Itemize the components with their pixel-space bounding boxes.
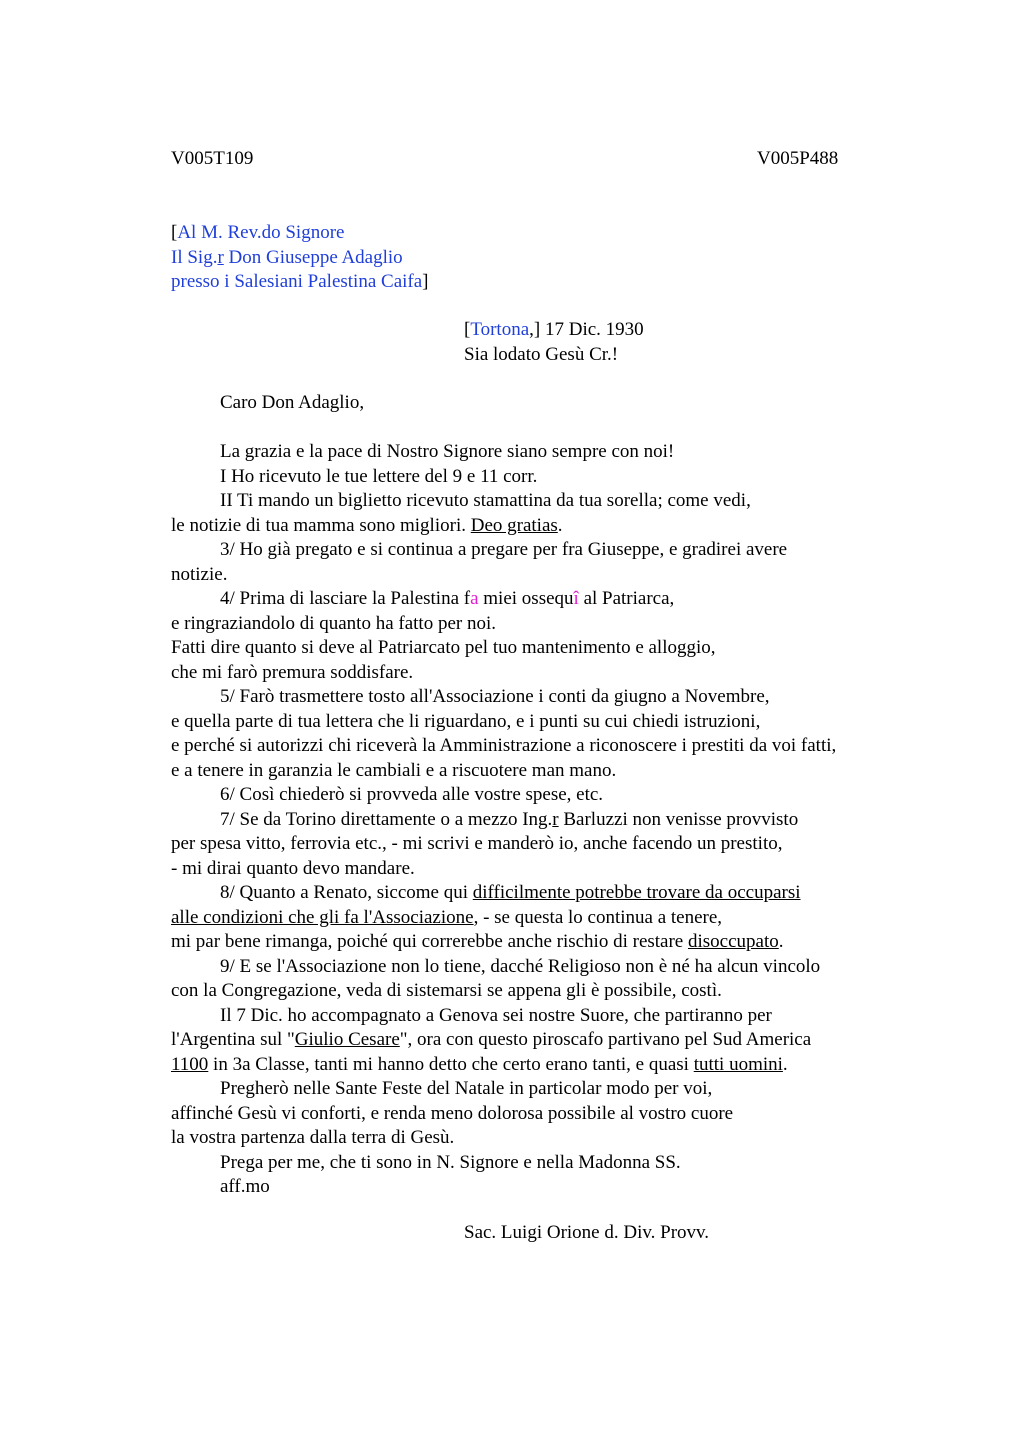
text-span: 7/ Se da Torino direttamente o a mezzo Ing.	[220, 808, 553, 830]
address-open-bracket: [	[171, 222, 178, 243]
body-line	[171, 1053, 931, 1078]
body-line	[171, 906, 931, 931]
body-line: e ringraziandolo di quanto ha fatto per noi.	[171, 612, 497, 634]
body-line: I Ho ricevuto le tue lettere del 9 e 11 corr.	[220, 465, 538, 487]
body-line: Il 7 Dic. ho accompagnato a Genova sei nostre Suore, che partiranno per	[220, 1004, 772, 1026]
body-line: e quella parte di tua lettera che li riguardano, e i punti su cui chiedi istruzioni,	[171, 710, 761, 732]
body-line: 3/ Ho già pregato e si continua a pregare per fra Giuseppe, e gradirei avere	[220, 539, 788, 560]
underlined-text: alle condizioni che gli fa l'Associazione	[171, 906, 474, 928]
underlined-text: Giulio Cesare	[294, 1029, 400, 1050]
salutation: Caro Don Adaglio,	[220, 392, 365, 413]
text-span: ", ora con questo piroscafo partivano pel Sud America	[399, 1029, 812, 1050]
text-span: .	[778, 931, 784, 952]
invocation: Sia lodato Gesù Cr.!	[464, 343, 619, 365]
text-span: in 3a Classe, tanti mi hanno detto che certo erano tanti, e quasi	[208, 1053, 694, 1075]
body-line: II Ti mando un biglietto ricevuto stamattina da tua sorella; come vedi,	[220, 490, 751, 511]
body-line	[171, 1028, 931, 1053]
date-place: Tortona	[470, 319, 530, 340]
body-line: che mi farò premura soddisfare.	[171, 661, 414, 683]
date-rest: ,] 17 Dic. 1930	[529, 319, 644, 340]
body-line: la vostra partenza dalla terra di Gesù.	[171, 1127, 455, 1148]
text-span: le notizie di tua mamma sono migliori.	[171, 514, 471, 536]
address-line-3-text: presso i Salesiani Palestina Caifa	[171, 271, 423, 292]
underlined-text: 1100	[171, 1053, 209, 1075]
underlined-text: tutti uomini	[693, 1053, 783, 1075]
date-line	[464, 318, 644, 343]
address-line-2	[171, 246, 429, 271]
address-close-bracket: ]	[422, 271, 429, 292]
text-span: miei ossequ	[478, 588, 574, 609]
body-line: 9/ E se l'Associazione non lo tiene, dacché Religioso non è né ha alcun vincolo	[220, 955, 821, 977]
editorial-mark: a	[470, 588, 479, 609]
body-line: con la Congregazione, veda di sistemarsi se appena gli è possibile, costì.	[171, 980, 722, 1001]
body-line	[171, 514, 931, 539]
address-line-2-c: Don Giuseppe Adaglio	[223, 246, 403, 268]
body-line: 6/ Così chiederò si provveda alle vostre spese, etc.	[220, 784, 604, 805]
text-span: 4/ Prima di lasciare la Palestina f	[220, 588, 471, 609]
closing-aff: aff.mo	[220, 1176, 270, 1197]
body-line: Fatti dire quanto si deve al Patriarcato pel tuo mantenimento e alloggio,	[171, 637, 716, 658]
date-open-bracket: [	[464, 319, 471, 340]
signature: Sac. Luigi Orione d. Div. Provv.	[464, 1222, 710, 1243]
document-ref-right: V005P488	[757, 148, 839, 169]
body-line: notizie.	[171, 563, 228, 585]
underlined-text: disoccupato	[688, 931, 779, 952]
text-span: , - se questa lo continua a tenere,	[473, 906, 723, 928]
underlined-text: difficilmente potrebbe trovare da occuparsi	[472, 882, 801, 903]
address-line-3	[171, 270, 429, 295]
address-line-2-a: Il Sig.	[171, 246, 218, 268]
text-span: mi par bene rimanga, poiché qui correrebbe anche rischio di restare	[171, 931, 688, 952]
body-line: per spesa vitto, ferrovia etc., - mi scrivi e manderò io, anche facendo un prestito,	[171, 833, 783, 854]
body-line: La grazia e la pace di Nostro Signore siano sempre con noi!	[220, 441, 675, 462]
dateline	[464, 318, 644, 367]
body-line: e perché si autorizzi chi riceverà la Amministrazione a riconoscere i prestiti da voi fatti,	[171, 735, 837, 756]
body-line	[171, 587, 931, 612]
text-span: .	[782, 1053, 788, 1075]
text-span: Barluzzi non venisse provvisto	[558, 808, 799, 830]
body-line	[171, 808, 931, 833]
underlined-text: r	[552, 808, 559, 830]
letter-body	[171, 440, 931, 1200]
address-line-1-text: Al M. Rev.do Signore	[177, 222, 345, 243]
document-ref-left: V005T109	[171, 148, 254, 169]
underlined-text: Deo gratias	[470, 514, 558, 536]
body-line: Pregherò nelle Sante Feste del Natale in particolar modo per voi,	[220, 1078, 713, 1099]
text-span: l'Argentina sul "	[171, 1029, 295, 1050]
body-line: Prega per me, che ti sono in N. Signore e nella Madonna SS.	[220, 1151, 681, 1173]
text-span: 8/ Quanto a Renato, siccome qui	[220, 882, 473, 903]
body-line: affinché Gesù vi conforti, e renda meno dolorosa possibile al vostro cuore	[171, 1102, 734, 1124]
body-line	[171, 930, 931, 955]
body-line: 5/ Farò trasmettere tosto all'Associazione i conti da giugno a Novembre,	[220, 686, 770, 707]
text-span: .	[557, 514, 563, 536]
address-line-1	[171, 221, 429, 246]
text-span: al Patriarca,	[578, 588, 675, 609]
body-line: - mi dirai quanto devo mandare.	[171, 857, 415, 879]
address-line-2-superscript: r	[217, 246, 224, 268]
body-line	[171, 881, 931, 906]
recipient-address	[171, 221, 429, 295]
body-line: e a tenere in garanzia le cambiali e a riscuotere man mano.	[171, 759, 617, 781]
editorial-mark: î	[573, 588, 579, 609]
